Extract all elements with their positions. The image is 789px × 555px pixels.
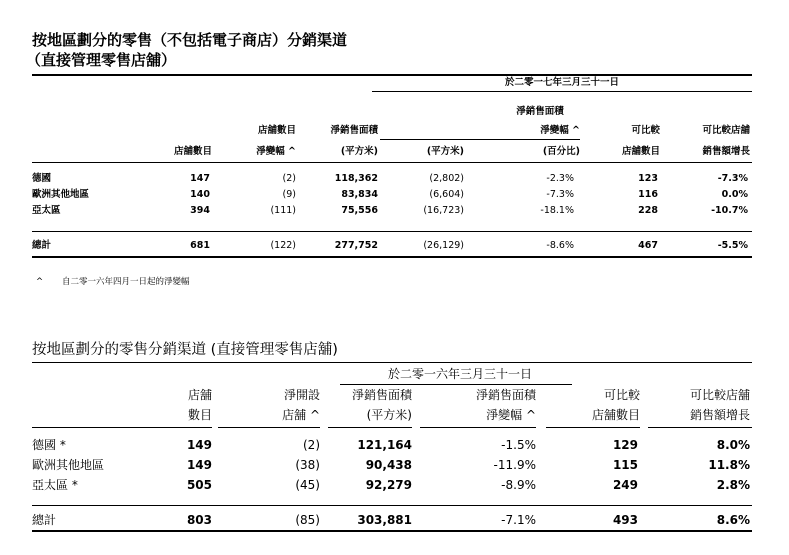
t1-area-group-rule	[380, 139, 580, 140]
t1-stores: 140	[190, 189, 210, 200]
t2-h-comp-growth-l2: 銷售額增長	[689, 408, 750, 422]
t1-region: 德國	[32, 173, 52, 184]
t1-area-pct: -7.3%	[546, 189, 574, 200]
table1-title-line2: （直接管理零售店舖）	[26, 51, 177, 69]
t2-total-top-rule	[32, 505, 752, 506]
t1-h-area-l1: 淨銷售面積	[330, 125, 378, 136]
t1-h-stores: 店舖數目	[173, 146, 212, 157]
t2-bottom-rule	[32, 530, 752, 532]
t1-bottom-rule	[32, 256, 752, 258]
t2-area-change: -11.9%	[493, 458, 536, 472]
t2-comp-growth: 8.0%	[716, 438, 750, 452]
t1-h-area-change-unit: (平方米)	[426, 146, 464, 157]
t2-area: 90,438	[365, 458, 412, 472]
t2-h-comp-stores-l1: 可比較	[603, 388, 640, 402]
t2-total-area: 303,881	[357, 513, 412, 527]
table1-title-line1: 按地區劃分的零售（不包括電子商店）分銷渠道	[32, 31, 348, 49]
t1-h-comp-growth-l1: 可比較店舖	[702, 125, 750, 136]
t1-area: 83,834	[341, 189, 378, 200]
t1-h-store-change-l1: 店舖數目	[257, 125, 296, 136]
t2-h-comp-stores-l2: 店舖數目	[591, 408, 640, 422]
t2-net-open: (2)	[303, 438, 320, 452]
t1-h-store-change-l2: 淨變幅 ^	[256, 146, 296, 157]
t1-total-store-change: (122)	[270, 240, 296, 251]
t1-region: 亞太區	[32, 205, 61, 216]
t2-comp-stores: 249	[612, 478, 638, 492]
t1-total-stores: 681	[190, 240, 210, 251]
t2-header-rule-seg	[32, 427, 212, 428]
t1-total-area: 277,752	[334, 240, 378, 251]
t2-area: 92,279	[365, 478, 412, 492]
t2-stores: 149	[186, 458, 212, 472]
t1-h-comp-growth-l2: 銷售額增長	[702, 146, 750, 157]
t2-stores: 149	[186, 438, 212, 452]
t2-h-comp-growth-l1: 可比較店舖	[689, 388, 750, 402]
table2-period-rule	[340, 384, 572, 385]
t2-area: 121,164	[357, 438, 412, 452]
t1-stores: 394	[190, 205, 210, 216]
t1-h-comp-stores-l2: 店舖數目	[621, 146, 660, 157]
t1-area-change: (16,723)	[423, 205, 464, 216]
t2-area-change: -1.5%	[501, 438, 536, 452]
table2-title: 按地區劃分的零售分銷渠道 (直接管理零售店舖)	[32, 342, 338, 358]
t1-comp-growth: -10.7%	[711, 205, 748, 216]
t1-total-comp-growth: -5.5%	[717, 240, 748, 251]
t1-h-area-change-pct: (百分比)	[542, 146, 580, 157]
t1-store-change: (2)	[282, 173, 296, 184]
t2-total-label: 總計	[32, 513, 57, 527]
t2-region: 歐洲其他地區	[32, 458, 105, 472]
t2-h-area-change-l2: 淨變幅 ^	[486, 408, 536, 422]
t2-h-area-l1: 淨銷售面積	[351, 388, 412, 402]
t2-header-rule-seg	[218, 427, 320, 428]
t2-h-stores-l1: 店舖	[187, 388, 212, 402]
table2-period: 於二零一六年三月三十一日	[387, 367, 532, 381]
t1-h-area-change-l2: 淨變幅 ^	[540, 125, 580, 136]
t2-comp-stores: 129	[612, 438, 638, 452]
t1-store-change: (9)	[282, 189, 296, 200]
t1-h-comp-stores-l1: 可比較	[631, 125, 660, 136]
t1-region: 歐洲其他地區	[32, 189, 90, 200]
t2-region: 德國 *	[32, 438, 66, 452]
t2-total-comp-stores: 493	[612, 513, 638, 527]
t2-header-rule-seg	[328, 427, 412, 428]
t1-area-pct: -18.1%	[540, 205, 574, 216]
t2-h-area-change-l1: 淨銷售面積	[475, 388, 536, 402]
t2-h-area-l2: (平方米)	[366, 408, 412, 422]
t2-stores: 505	[186, 478, 212, 492]
t1-total-area-pct: -8.6%	[546, 240, 574, 251]
t1-footnote-mark: ^	[36, 277, 44, 287]
t2-total-comp-growth: 8.6%	[716, 513, 750, 527]
table1-top-rule	[32, 74, 752, 76]
t2-area-change: -8.9%	[501, 478, 536, 492]
t1-total-area-change: (26,129)	[423, 240, 464, 251]
t1-store-change: (111)	[270, 205, 296, 216]
t2-total-area-change: -7.1%	[501, 513, 536, 527]
t2-h-net-open-l1: 淨開設	[283, 388, 320, 402]
t1-comp-stores: 116	[638, 189, 658, 200]
t2-comp-growth: 2.8%	[716, 478, 750, 492]
t1-footnote-text: 自二零一六年四月一日起的淨變幅	[62, 277, 190, 287]
t1-total-top-rule	[32, 231, 752, 232]
t2-header-rule-seg	[546, 427, 640, 428]
t2-h-net-open-l2: 店舖 ^	[282, 408, 320, 422]
t1-h-area-change-l1: 淨銷售面積	[516, 106, 564, 117]
table2-top-rule	[32, 362, 752, 363]
t2-net-open: (45)	[295, 478, 320, 492]
t1-stores: 147	[190, 173, 210, 184]
t1-header-bottom-rule	[32, 162, 752, 163]
t1-comp-stores: 123	[638, 173, 658, 184]
t2-region: 亞太區 *	[32, 478, 78, 492]
t1-comp-growth: -7.3%	[717, 173, 748, 184]
t1-area-change: (6,604)	[429, 189, 464, 200]
t1-total-label: 總計	[32, 240, 52, 251]
t2-header-rule-seg	[648, 427, 752, 428]
t2-header-rule-seg	[420, 427, 536, 428]
table1-period: 於二零一七年三月三十一日	[504, 77, 619, 88]
t1-comp-stores: 228	[638, 205, 658, 216]
t2-total-net-open: (85)	[295, 513, 320, 527]
t1-area-change: (2,802)	[429, 173, 464, 184]
t1-h-area-l2: (平方米)	[340, 146, 378, 157]
t2-comp-growth: 11.8%	[708, 458, 750, 472]
t2-net-open: (38)	[295, 458, 320, 472]
t1-area-pct: -2.3%	[546, 173, 574, 184]
t2-h-stores-l2: 數目	[187, 408, 212, 422]
t2-comp-stores: 115	[612, 458, 638, 472]
t1-area: 118,362	[334, 173, 378, 184]
t1-area: 75,556	[341, 205, 378, 216]
t2-total-stores: 803	[186, 513, 212, 527]
t1-total-comp-stores: 467	[638, 240, 658, 251]
table1-period-rule	[372, 91, 752, 92]
t1-comp-growth: 0.0%	[721, 189, 748, 200]
